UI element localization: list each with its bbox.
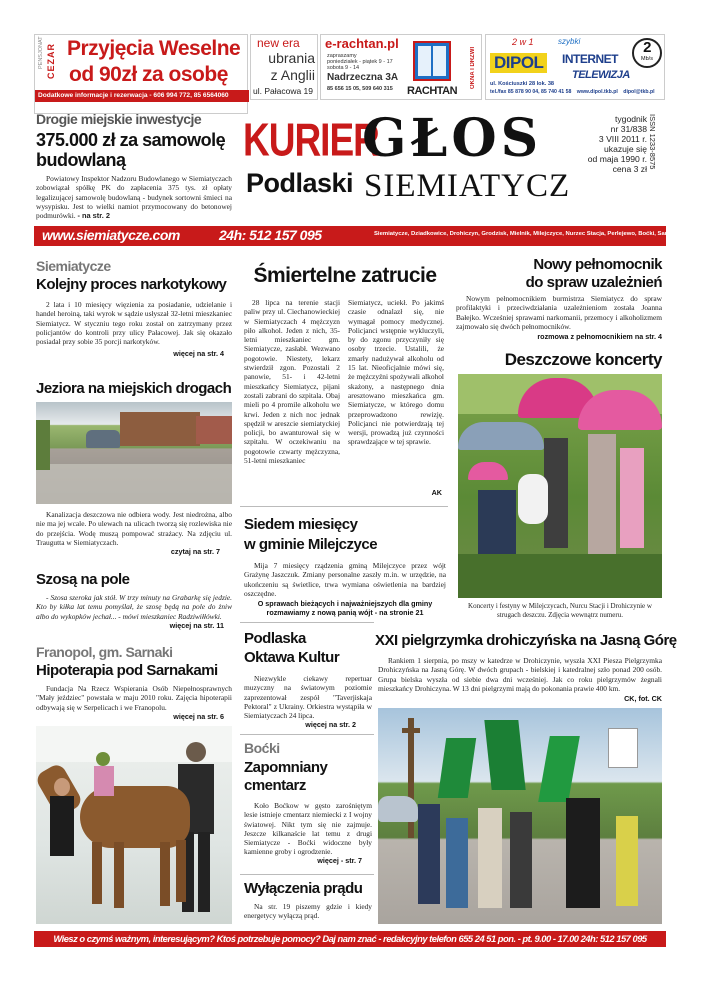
lakes-title[interactable]: Jeziora na miejskich drogach bbox=[36, 380, 232, 397]
ad-dipol bbox=[485, 34, 665, 100]
bocki-body: Koło Boćkow w gęsto zarośniętym lesie istnieje cmentarz niemiecki z I wojny światowej. Nikt tym się nie zajmuje. Jeszcze kilkanaście lat temu z drugi Siemiatycze - Boćki widoczne były kamienne groby i ogrodzenie. bbox=[244, 801, 372, 857]
rule-mid-3 bbox=[240, 734, 374, 735]
drug-body: 2 lata i 10 miesięcy więzienia za posiadanie, udzielanie i handel heroiną, taki wyrok w sądzie usłyszał 32-letni mieszkaniec Siemiatycz. W styczniu tego roku został on zatrzymany przez policjantów do kontroli przy ulicy Pałacowej. Jak się okazało posiadał przy sobie 35 porcji narkotyków. bbox=[36, 300, 232, 347]
masthead-siemiatycz: SIEMIATYCZ bbox=[364, 168, 571, 204]
issue-price: cena 3 zł bbox=[612, 164, 647, 174]
issue-box bbox=[587, 114, 647, 174]
pole-more[interactable]: więcej na str. 11 bbox=[169, 621, 224, 630]
drug-kicker: Siemiatycze bbox=[36, 258, 111, 274]
pole-title[interactable]: Szosą na pole bbox=[36, 571, 130, 588]
pilgrimage-photo bbox=[378, 708, 662, 924]
milej-title1[interactable]: Siedem miesięcy bbox=[244, 516, 358, 533]
red-banner bbox=[34, 226, 721, 246]
banner-phone: 24h: 512 157 095 bbox=[219, 227, 322, 243]
ad-dipol-internet: INTERNET bbox=[562, 52, 618, 66]
concerts-title[interactable]: Deszczowe koncerty bbox=[504, 350, 662, 369]
bocki-more[interactable]: więcej - str. 7 bbox=[317, 856, 362, 865]
ad-dipol-phone: tel./fax 85 878 90 04, 85 740 41 58 bbox=[490, 89, 572, 95]
concerts-caption: Koncerty i festyny w Milejczycach, Nurcu Stacji i Drohiczynie w strugach deszczu. Zdjęcia wewnątrz numeru. bbox=[468, 602, 652, 619]
issue-since1: ukazuje się bbox=[604, 144, 647, 154]
plen-more[interactable]: rozmowa z pełnomocnikiem na str. 4 bbox=[537, 332, 662, 341]
footer-bar: Wiesz o czymś ważnym, interesującym? Ktoś potrzebuje pomocy? Daj nam znać - redakcyjny telefon 655 24 51 pon. - pt. 9.00 - 17.00 24h: 512 157 095 bbox=[34, 931, 666, 947]
ad-newera bbox=[250, 34, 318, 100]
ad-newera-address: ul. Pałacowa 19 bbox=[253, 86, 314, 96]
ad-wedding-contact: Dodatkowe informacje i rezerwacja - 606 994 772, 85 6564060 bbox=[35, 90, 249, 102]
ad-newera-line2: z Anglii bbox=[270, 67, 315, 83]
issue-tygodnik: tygodnik bbox=[614, 114, 647, 124]
ad-dipol-unit: Mb/s bbox=[641, 56, 653, 62]
hippo-photo bbox=[36, 726, 232, 924]
oktawa-body: Niezwykle ciekawy repertuar muzyczny na światowym poziomie zaprezentował zespół "Taverjiskaja Pektoral" z Ukrainy. Orkiestra wystąpiła w Siemiatyczach 24 lipca. bbox=[244, 674, 372, 721]
window-icon bbox=[413, 41, 451, 81]
ad-rachtan-brand: RACHTAN bbox=[407, 85, 458, 97]
milej-body: Mija 7 miesięcy rządzenia gminą Milejczyce przez wójt Grażynę Jaszczuk. Zmiany personalne zaszły m.in. w urzędzie, na ukończeniu są świetlice, trwa wymiana oświetlenia na bardziej oszczędne. bbox=[244, 561, 446, 598]
banner-towns: Siemiatycze, Dziadkowice, Drohiczyn, Grodzisk, Mielnik, Milejczyce, Nurzec Stacja, Perlejewo, Boćki, Sarnaki, Ciechanowiec bbox=[374, 231, 721, 237]
lakes-more[interactable]: czytaj na str. 7 bbox=[170, 547, 220, 556]
ad-rachtan-phones: 85 656 15 05, 509 640 315 bbox=[327, 86, 393, 92]
ad-wedding bbox=[34, 34, 248, 114]
hippo-kicker: Franopol, gm. Sarnaki bbox=[36, 644, 173, 660]
ad-dipol-fast: szybki bbox=[558, 37, 581, 46]
lakes-body: Kanalizacja deszczowa nie odbiera wody. Jest niedrożna, albo nie ma jej wcale. Po ulewach na ulicach tworzą się rozlewiska nie do przejścia. Wodę muszą pompować strażacy. Na zdjęciu ul. Traugutta w Siemiatyczach. bbox=[36, 510, 232, 547]
drug-more[interactable]: więcej na str. 4 bbox=[173, 349, 224, 358]
poison-col2: Siemiatycz, uciekł. Po jakimś czasie odnalazł się, nie wymagał pomocy medycznej. Policjanci wstępnie wykluczyli, by do zgonu przyczyniły się osoby trzecie. Ustalili, że zmarły nadużywał alkoholu od 15 lat. Nieoficjalnie mówi się, że mężczyźni spożywali alkohol skażony, a następnego dnia aresztowano mieszkańca gm. Siemiatycze, w którego domu przeprowadzono rewizję. Policjanci nie potwierdzają tej wersji, prowadzą już czynności sprawdzające w tej sprawie. bbox=[348, 298, 444, 447]
road-body-text: Powiatowy Inspektor Nadzoru Budowlanego w Siemiatyczach zobowiązał spółkę PK do zapłacenia 375 tys. zł opłaty legalizującej samowolę budowlaną - budynek sortowni śmieci na wysypisku. Jest to wielki namiot przymocowany do betonowej podmurówki. bbox=[36, 174, 232, 221]
poison-title[interactable]: Śmiertelne zatrucie bbox=[253, 264, 437, 287]
oktawa-title1[interactable]: Podlaska bbox=[244, 630, 306, 647]
bocki-title2[interactable]: cmentarz bbox=[244, 777, 306, 794]
ad-newera-brand: new era bbox=[257, 36, 300, 50]
speed-badge bbox=[632, 38, 662, 68]
rule-mid-4 bbox=[240, 874, 374, 875]
rule-mid-2 bbox=[240, 622, 374, 623]
milej-title2[interactable]: w gminie Milejczyce bbox=[244, 536, 378, 553]
masthead-kurier: KURIER bbox=[243, 114, 379, 166]
ad-rachtan-hours-label: zapraszamy bbox=[327, 53, 357, 59]
drug-title[interactable]: Kolejny proces narkotykowy bbox=[36, 276, 227, 293]
power-body: Na str. 19 piszemy gdzie i kiedy energetycy wyłączą prąd. bbox=[244, 902, 372, 921]
ad-wedding-line2: od 90zł za osobę bbox=[69, 63, 228, 86]
concerts-photo bbox=[458, 374, 662, 598]
plen-body: Nowym pełnomocnikiem burmistrza Siemiatycz do spraw profilaktyki i przeciwdziałania uzależnieniom została Joanna Bałejko. Wcześniej sprawami narkomanii, przemocy i alkoholizmem zajmowało się dwóch pełnomocników. bbox=[456, 294, 662, 331]
pilgr-body: Rankiem 1 sierpnia, po mszy w katedrze w Drohiczynie, wyszła XXI Piesza Pielgrzymka Drohiczyńska na Jasną Górę. W dwóch grupach - bielskiej i katedralnej szło ponad 200 osób. Grupa bielska wyszła od siebie dwa dni wcześniej. Jak co roku pielgrzymów żegnali mieszkańcy Drohiczyna. W 13 dni pielgrzymi mają do pokonania prawie 400 km. bbox=[378, 656, 662, 693]
ad-rachtan bbox=[320, 34, 482, 100]
ad-newera-line1: ubrania bbox=[268, 50, 315, 66]
masthead-glos: GŁOS bbox=[362, 108, 543, 169]
masthead-podlaski: Podlaski bbox=[246, 168, 354, 198]
power-title[interactable]: Wyłączenia prądu bbox=[244, 880, 363, 897]
pilgr-title[interactable]: XXI pielgrzymka drohiczyńska na Jasną Górę bbox=[375, 632, 677, 649]
milej-more[interactable]: O sprawach bieżących i najważniejszych dla gminy rozmawiamy z nową panią wójt - na stronie 21 bbox=[257, 599, 433, 618]
ad-rachtan-hours2: sobota 9 - 14 bbox=[327, 65, 360, 71]
plen-title1[interactable]: Nowy pełnomocnik bbox=[533, 256, 662, 273]
bocki-kicker: Boćki bbox=[244, 740, 280, 756]
rule-mid-1 bbox=[240, 506, 448, 507]
road-more[interactable]: - na str. 2 bbox=[77, 211, 110, 221]
ad-dipol-site[interactable]: www.dipol.tkb.pl bbox=[576, 89, 618, 95]
lakes-photo bbox=[36, 402, 232, 504]
ad-rachtan-street: Nadrzeczna 3A bbox=[327, 72, 399, 83]
banner-site[interactable]: www.siemiatycze.com bbox=[42, 227, 180, 243]
road-title[interactable]: 375.000 zł za samowolę budowlaną bbox=[36, 130, 226, 170]
ad-wedding-brand: CEZAR bbox=[46, 43, 56, 79]
ad-dipol-contact bbox=[490, 89, 655, 95]
oktawa-title2[interactable]: Oktawa Kultur bbox=[244, 649, 340, 666]
ad-dipol-brand: DIPOL bbox=[490, 53, 547, 73]
ad-dipol-address: ul. Kościuszki 28 lok. 38 bbox=[490, 81, 555, 87]
hippo-title[interactable]: Hipoterapia pod Sarnakami bbox=[36, 662, 218, 679]
hippo-body: Fundacja Na Rzecz Wspierania Osób Niepełnosprawnych "Mały jeździec" powstała w maju 2010 roku. Zajęcia hipoterapii odbywają się w Serpelicach i we Franopolu. bbox=[36, 684, 232, 712]
issue-date: 3 VIII 2011 r. bbox=[598, 134, 647, 144]
road-body bbox=[36, 174, 232, 220]
ad-rachtan-hours1: poniedziałek - piątek 9 - 17 bbox=[327, 59, 393, 65]
ad-dipol-mail[interactable]: dipol@tkb.pl bbox=[623, 89, 655, 95]
hippo-more[interactable]: więcej na str. 6 bbox=[173, 712, 224, 721]
pilgr-author: CK, fot. CK bbox=[624, 694, 662, 703]
ad-dipol-tv: TELEWIZJA bbox=[572, 69, 630, 81]
ad-dipol-2in1: 2 w 1 bbox=[512, 37, 534, 47]
ad-wedding-line1: Przyjęcia Weselne bbox=[67, 37, 241, 60]
bocki-title1[interactable]: Zapomniany bbox=[244, 759, 328, 776]
pole-body: - Szosa szeroka jak stół. W trzy minuty na Grabarkę się jedzie. Kto by kiłka lat temu pomyślał, że szosę będą na pole do żniw albo do wykopków jechał... - mówi mieszkaniec Radziwiłłówki. bbox=[36, 593, 232, 621]
oktawa-more[interactable]: więcej na str. 2 bbox=[305, 720, 356, 729]
ad-dipol-speed: 2 bbox=[643, 39, 651, 56]
ad-wedding-subbrand: PENSJONAT bbox=[38, 36, 44, 69]
ad-rachtan-site[interactable]: e-rachtan.pl bbox=[325, 36, 399, 51]
road-kicker: Drogie miejskie inwestycje bbox=[36, 111, 202, 127]
plen-title2[interactable]: do spraw uzależnień bbox=[525, 274, 662, 291]
ad-rachtan-vertical: OKNA I DRZWI bbox=[470, 46, 476, 90]
issue-number: nr 31/838 bbox=[610, 124, 647, 134]
poison-author: AK bbox=[431, 488, 442, 497]
issue-issn: ISSN 1233-8575 bbox=[648, 114, 657, 170]
issue-since2: od maja 1990 r. bbox=[587, 154, 647, 164]
poison-col1: 28 lipca na terenie stacji paliw przy ul. Ciechanowieckiej w Siemiatyczach 4 mężczyzn piło alkohol. Jeden z nich, 35-letni mieszkaniec gm. Siemiatycze, zasłabł. Wezwano pogotowie. Niestety, lekarz stwierdził zgon. Pozostali 2 panowie, 51- i 42-letni mieszkańcy Siemiatycz, pijani zostali zabrani do szpitala. Obaj mieli po 4 promile alkoholu we krwi. Jeden z nich noc jednak spędził w areszcie siemiatyckiej policji, bo awanturował się w szpitalu. W oczekiwaniu na pogotowie czwarty mężczyzna, 51-letni mieszkaniec bbox=[244, 298, 340, 466]
